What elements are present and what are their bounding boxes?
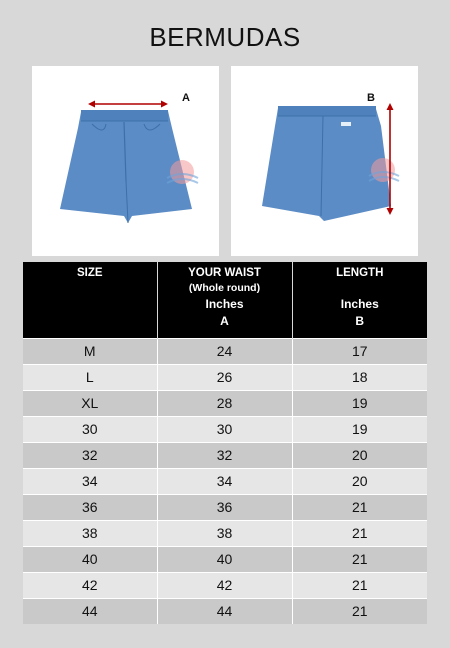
size-header-label: SIZE [76,267,103,279]
length-header-letter: B [355,314,365,328]
length-cell: 21 [292,520,427,546]
length-header-unit: Inches [340,297,379,311]
size-cell: 42 [23,572,157,598]
length-cell: 21 [292,572,427,598]
table-row [23,494,427,520]
length-cell: 21 [292,546,427,572]
length-cell: 18 [292,364,427,390]
size-cell: 44 [23,598,157,624]
length-cell: 19 [292,416,427,442]
size-cell: 36 [23,494,157,520]
size-cell: 40 [23,546,157,572]
length-cell: 21 [292,494,427,520]
front-shorts-illustration [32,66,219,256]
waist-cell: 32 [157,442,292,468]
size-cell: L [23,364,157,390]
size-chart-table [23,262,427,624]
table-row [23,416,427,442]
table-row [23,546,427,572]
table-row [23,338,427,364]
front-shorts-image [32,66,219,256]
waist-column-header [157,262,292,338]
back-shorts-image [231,66,418,256]
length-cell: 21 [292,598,427,624]
size-cell: 34 [23,468,157,494]
table-row [23,442,427,468]
size-cell: 38 [23,520,157,546]
waist-cell: 36 [157,494,292,520]
waist-header-unit: Inches [205,297,244,311]
length-cell: 19 [292,390,427,416]
waist-header-label: YOUR WAIST [188,267,261,279]
size-cell: XL [23,390,157,416]
table-row [23,364,427,390]
table-row [23,390,427,416]
length-cell: 20 [292,468,427,494]
front-marker-label: A [182,92,190,104]
waist-header-letter: A [220,314,229,328]
table-row [23,468,427,494]
table-header-row [23,262,427,338]
waist-cell: 34 [157,468,292,494]
size-column-header [23,262,157,338]
table-row [23,598,427,624]
size-cell: 32 [23,442,157,468]
waist-cell: 26 [157,364,292,390]
waist-cell: 28 [157,390,292,416]
waist-cell: 42 [157,572,292,598]
table-row [23,572,427,598]
back-marker-label: B [367,92,375,104]
waist-cell: 24 [157,338,292,364]
waist-cell: 40 [157,546,292,572]
page-title: BERMUDAS [149,22,301,52]
waist-header-sub: (Whole round) [188,282,261,294]
table-row [23,520,427,546]
back-shorts-illustration [231,66,418,256]
length-cell: 17 [292,338,427,364]
length-column-header [292,262,427,338]
length-header-label: LENGTH [336,267,384,279]
size-cell: M [23,338,157,364]
waist-cell: 38 [157,520,292,546]
waist-cell: 30 [157,416,292,442]
waist-cell: 44 [157,598,292,624]
size-cell: 30 [23,416,157,442]
length-cell: 20 [292,442,427,468]
